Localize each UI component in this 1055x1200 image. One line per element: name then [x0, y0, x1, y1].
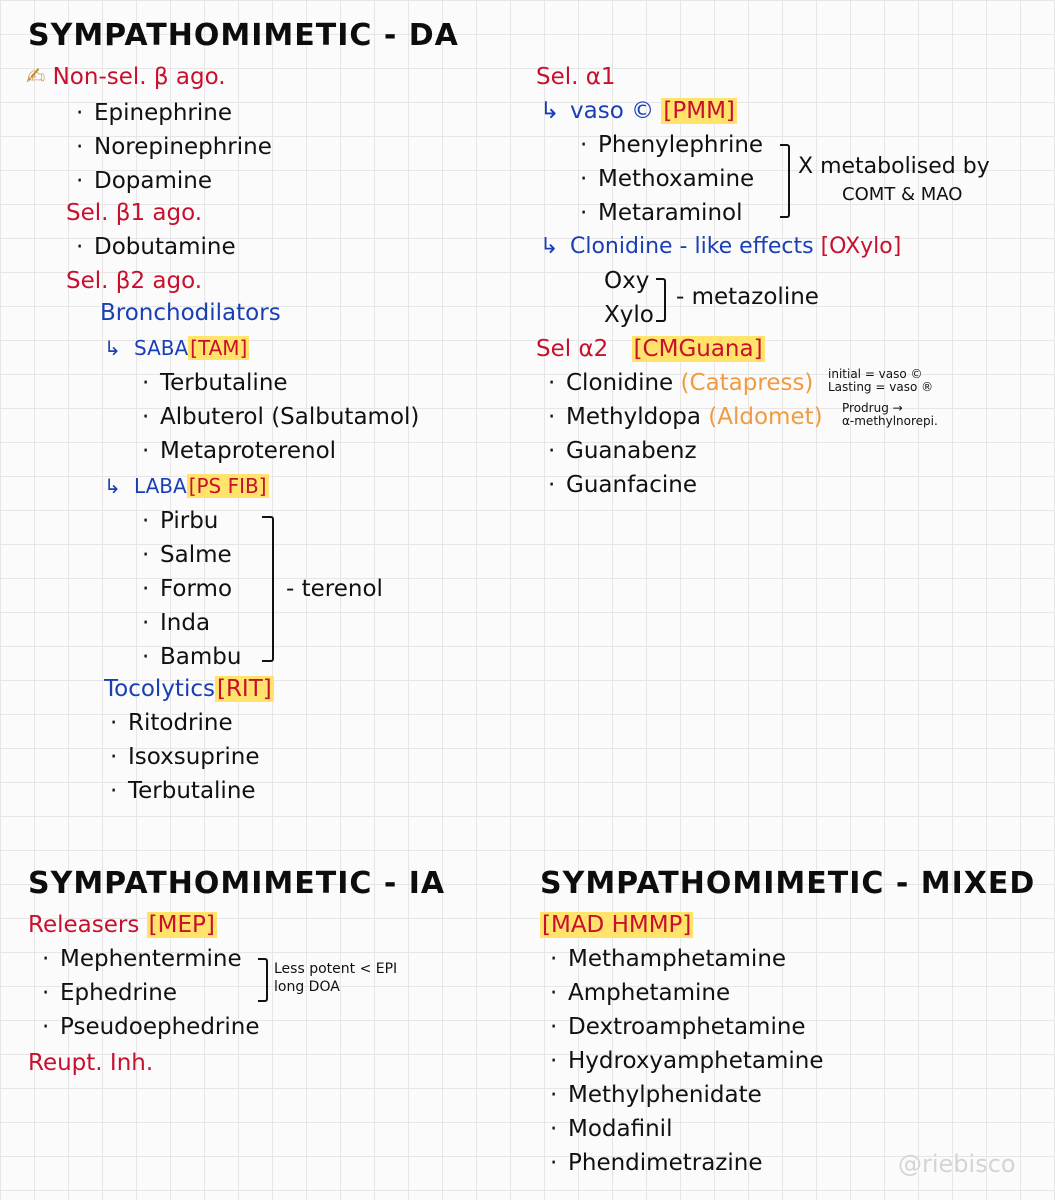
- pencil-icon: ✍: [26, 64, 46, 90]
- list-item: · Metaproterenol: [142, 438, 337, 464]
- list-item: · Norepinephrine: [76, 134, 272, 160]
- tocolytics-heading: Tocolytics[RIT]: [104, 676, 272, 702]
- list-item: · Dextroamphetamine: [550, 1014, 806, 1040]
- list-item: · Phendimetrazine: [550, 1150, 763, 1176]
- methyldopa-note: Prodrug → α-methylnorepi.: [842, 401, 938, 428]
- list-item: · Hydroxyamphetamine: [550, 1048, 824, 1074]
- list-item: · Ritodrine: [110, 710, 233, 736]
- list-item: · Terbutaline: [142, 370, 288, 396]
- vaso-note-line2: COMT & MAO: [842, 184, 963, 205]
- bronchodilators-heading: Bronchodilators: [100, 300, 281, 326]
- arrow-return-icon: ↳: [104, 474, 121, 498]
- ia-bracket: [258, 958, 268, 1002]
- reuptake-inhibitor-heading: Reupt. Inh.: [28, 1050, 154, 1076]
- list-item: · Mephentermine: [42, 946, 242, 972]
- vaso-heading: ↳ vaso © [PMM]: [540, 98, 735, 124]
- ia-title: SYMPATHOMIMETIC - IA: [28, 866, 446, 901]
- list-item: · Methoxamine: [580, 166, 755, 192]
- laba-heading: ↳ LABA [PS FIB]: [104, 474, 267, 498]
- list-item: · Modafinil: [550, 1116, 673, 1142]
- list-item: · Guanabenz: [548, 438, 697, 464]
- saba-heading: ↳ SABA [TAM]: [104, 336, 248, 360]
- sel-beta1-heading: Sel. β1 ago.: [66, 200, 203, 226]
- list-item: · Pseudoephedrine: [42, 1014, 260, 1040]
- watermark: @riebisco: [898, 1150, 1016, 1178]
- sel-alpha1-heading: Sel. α1: [536, 64, 616, 90]
- list-item: · Ephedrine: [42, 980, 178, 1006]
- list-item: · Clonidine (Catapress): [548, 370, 814, 396]
- vaso-bracket: [780, 144, 790, 218]
- da-title: SYMPATHOMIMETIC - DA: [28, 18, 459, 53]
- releasers-heading: Releasers [MEP]: [28, 912, 215, 938]
- list-item: · Inda: [142, 610, 211, 636]
- list-item: · Epinephrine: [76, 100, 232, 126]
- arrow-return-icon: ↳: [540, 234, 559, 259]
- list-item: · Amphetamine: [550, 980, 731, 1006]
- list-item: · Salme: [142, 542, 232, 568]
- sel-beta2-heading: Sel. β2 ago.: [66, 268, 203, 294]
- list-item: · Terbutaline: [110, 778, 256, 804]
- list-item: · Bambu: [142, 644, 242, 670]
- list-item: · Methamphetamine: [550, 946, 787, 972]
- nonsel-beta-heading: ✍ Non-sel. β ago.: [26, 64, 226, 90]
- list-item: · Albuterol (Salbutamol): [142, 404, 420, 430]
- laba-bracket: [262, 516, 274, 662]
- vaso-note-line1: X metabolised by: [798, 154, 990, 179]
- laba-suffix: - terenol: [286, 576, 383, 602]
- arrow-return-icon: ↳: [540, 98, 560, 124]
- list-item: · Metaraminol: [580, 200, 743, 226]
- list-item: · Dobutamine: [76, 234, 236, 260]
- list-item: · Phenylephrine: [580, 132, 764, 158]
- metazoline-suffix: - metazoline: [676, 284, 819, 310]
- list-item: · Dopamine: [76, 168, 212, 194]
- xylo-label: Xylo: [604, 302, 654, 328]
- list-item: · Pirbu: [142, 508, 219, 534]
- clonidine-like-heading: ↳ Clonidine - like effects [OXylo]: [540, 234, 902, 259]
- mixed-title: SYMPATHOMIMETIC - MIXED: [540, 866, 1036, 901]
- oxy-xylo-bracket: [656, 278, 666, 322]
- list-item: · Isoxsuprine: [110, 744, 260, 770]
- list-item: · Methylphenidate: [550, 1082, 762, 1108]
- oxy-label: Oxy: [604, 268, 650, 294]
- sel-alpha2-heading: Sel α2 [CMGuana]: [536, 336, 763, 362]
- arrow-return-icon: ↳: [104, 336, 121, 360]
- list-item: · Methyldopa (Aldomet): [548, 404, 823, 430]
- clonidine-note: initial = vaso © Lasting = vaso ®: [828, 367, 934, 394]
- mixed-tag: [MAD HMMP]: [542, 912, 692, 938]
- ia-note: Less potent < EPI long DOA: [274, 961, 398, 995]
- list-item: · Formo: [142, 576, 233, 602]
- list-item: · Guanfacine: [548, 472, 698, 498]
